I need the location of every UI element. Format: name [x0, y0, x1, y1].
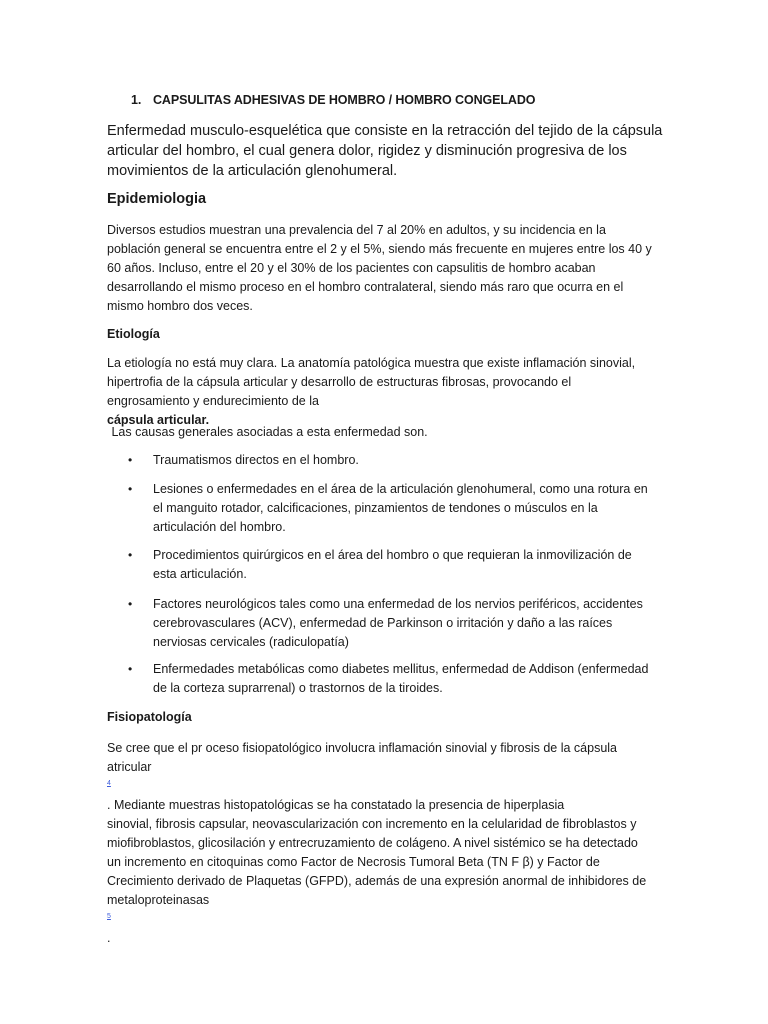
list-item-line: Factores neurológicos tales como una enfermedad de los nervios periféricos, accidentes: [153, 597, 643, 611]
list-item: [128, 546, 663, 584]
list-item-line: el manguito rotador, calcificaciones, pinzamientos de tendones o músculos en la: [153, 501, 598, 515]
main-heading: [131, 93, 535, 107]
list-item: [128, 660, 663, 698]
list-item-line: Procedimientos quirúrgicos en el área del hombro o que requieran la inmovilización de: [153, 548, 632, 562]
bold-term: cápsula articular.: [107, 413, 210, 427]
intro-paragraph: [107, 121, 667, 181]
list-item: [128, 595, 663, 652]
list-item-line: esta articulación.: [153, 567, 247, 581]
paragraph-line-text: .: [107, 931, 111, 945]
paragraph-line: Diversos estudios muestran una prevalencia del 7 al 20% en adultos, y su incidencia en la: [107, 223, 606, 237]
list-item: [128, 451, 663, 470]
heading-number: 1.: [131, 93, 142, 107]
epidemiologia-heading: Epidemiologia: [107, 191, 207, 207]
etiologia-paragraph: [107, 354, 667, 430]
paragraph-line: sinovial, fibrosis capsular, neovascularización con incremento en la celularidad de fibroblastos y: [107, 817, 637, 831]
paragraph-line: 60 años. Incluso, entre el 20 y el 30% de los pacientes con capsulitis de hombro acaban: [107, 261, 596, 275]
list-item-line: de la corteza suprarrenal) o trastornos de la tiroides.: [153, 681, 443, 695]
paragraph-line: Crecimiento derivado de Plaquetas (GFPD), además de una expresión anormal de inhibidores de: [107, 874, 647, 888]
paragraph-line: un incremento en citoquinas como Factor de Necrosis Tumoral Beta (TN F β) y Factor de: [107, 855, 600, 869]
list-item-line: cerebrovasculares (ACV), enfermedad de Parkinson o irritación y daño a las raíces: [153, 616, 613, 630]
etiologia-heading: Etiología: [107, 327, 160, 341]
paragraph-line: Se cree que el pr oceso fisiopatológico involucra inflamación sinovial y fibrosis de la cápsula: [107, 741, 617, 755]
list-item-line: Traumatismos directos en el hombro.: [153, 453, 359, 467]
bullet-icon: •: [128, 453, 133, 467]
intro-line: Enfermedad musculo-esquelética que consiste en la retracción del tejido de la cápsula: [107, 123, 663, 139]
bullet-icon: •: [128, 597, 133, 611]
list-item-line: nerviosas cervicales (radiculopatía): [153, 635, 349, 649]
paragraph-line: La etiología no está muy clara. La anatomía patológica muestra que existe inflamación sinovial,: [107, 356, 636, 370]
list-item-line: articulación del hombro.: [153, 520, 286, 534]
epidemiologia-paragraph: [107, 221, 667, 316]
intro-line: articular del hombro, el cual genera dolor, rigidez y disminución progresiva de los: [107, 143, 627, 159]
list-item-line: Enfermedades metabólicas como diabetes mellitus, enfermedad de Addison (enfermedad: [153, 662, 649, 676]
paragraph-line-text: metaloproteinasas: [107, 893, 210, 907]
paragraph-line: población general se encuentra entre el 2 y el 5%, siendo más frecuente en mujeres entre los 40 y: [107, 242, 652, 256]
paragraph-line: mismo hombro dos veces.: [107, 299, 253, 313]
paragraph-line: hipertrofia de la cápsula articular y desarrollo de estructuras fibrosas, provocando el: [107, 375, 572, 389]
paragraph-line-text: . Mediante muestras histopatológicas se ha constatado la presencia de hiperplasia: [107, 798, 565, 812]
heading-title: CAPSULITAS ADHESIVAS DE HOMBRO / HOMBRO CONGELADO: [153, 93, 536, 107]
paragraph-line: [107, 758, 667, 815]
reference-link[interactable]: 4: [107, 780, 111, 787]
paragraph-line: miofibroblastos, glicosilación y entrecruzamiento de colágeno. A nivel sistémico se ha detectado: [107, 836, 638, 850]
paragraph-line: desarrollando el mismo proceso en el hombro contralateral, siendo más raro que ocurra en el: [107, 280, 624, 294]
paragraph-line-text: engrosamiento y endurecimiento de la: [107, 394, 319, 408]
fisiopatologia-paragraph: [107, 739, 667, 948]
list-item-line: Lesiones o enfermedades en el área de la articulación glenohumeral, como una rotura en: [153, 482, 648, 496]
list-item: [128, 480, 663, 537]
causas-intro-text: Las causas generales asociadas a esta enfermedad son.: [108, 425, 428, 439]
intro-line: movimientos de la articulación glenohumeral.: [107, 163, 398, 179]
paragraph-line-text: atricular: [107, 760, 152, 774]
paragraph-line: [107, 891, 667, 948]
fisiopatologia-heading: Fisiopatología: [107, 710, 192, 724]
bullet-icon: •: [128, 548, 133, 562]
bullet-icon: •: [128, 482, 133, 496]
causas-intro: [108, 423, 668, 442]
reference-link[interactable]: 5: [107, 913, 111, 920]
bullet-icon: •: [128, 662, 133, 676]
